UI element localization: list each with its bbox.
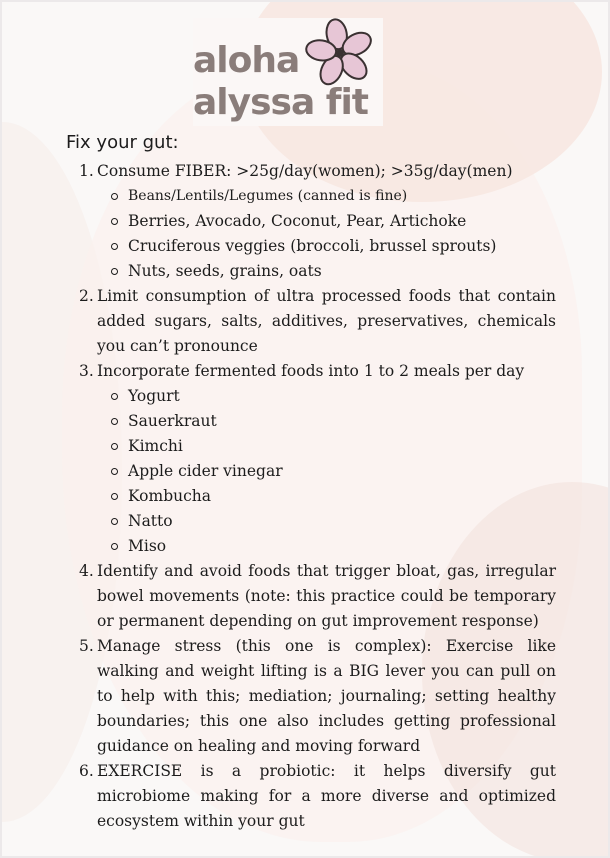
- list-item-text: Identify and avoid foods that trigger bloat, gas, irregular bowel movements (note: this practice could be temporary or permanent depending on gut improvement response): [97, 562, 556, 630]
- circle-bullet-icon: [111, 393, 118, 400]
- sub-list-item-text: Apple cider vinegar: [128, 462, 283, 480]
- list-item-number: 1.: [79, 162, 94, 180]
- sub-list-item: [97, 509, 556, 534]
- sub-list-item: [97, 259, 556, 284]
- list-item-text: Incorporate fermented foods into 1 to 2 meals per day: [97, 362, 525, 380]
- numbered-list: [66, 159, 556, 834]
- list-item: [66, 759, 556, 834]
- sub-list-item: [97, 184, 556, 209]
- sub-list-item-text: Kombucha: [128, 487, 212, 505]
- list-item-text: Limit consumption of ultra processed foods that contain added sugars, salts, additives, preservatives, chemicals you can’t pronounce: [97, 287, 556, 355]
- circle-bullet-icon: [111, 493, 118, 500]
- list-item: [66, 284, 556, 359]
- circle-bullet-icon: [111, 543, 118, 550]
- sub-list-item-text: Nuts, seeds, grains, oats: [128, 262, 322, 280]
- sub-list-item: [97, 209, 556, 234]
- sub-list-item: [97, 384, 556, 409]
- sub-list-item-text: Yogurt: [128, 387, 180, 405]
- sub-list-item: [97, 434, 556, 459]
- sub-list: [97, 184, 556, 284]
- sub-list-item: [97, 459, 556, 484]
- list-item-text: EXERCISE is a probiotic: it helps diversify gut microbiome making for a more diverse and optimized ecosystem within your gut: [97, 762, 556, 830]
- list-item-number: 6.: [79, 762, 94, 780]
- circle-bullet-icon: [111, 443, 118, 450]
- list-item-number: 3.: [79, 362, 94, 380]
- sub-list: [97, 384, 556, 559]
- logo-text-line1: aloha: [193, 40, 300, 81]
- list-item: [66, 634, 556, 759]
- circle-bullet-icon: [111, 268, 118, 275]
- list-item-text: Consume FIBER: >25g/day(women); >35g/day(men): [97, 162, 513, 180]
- sub-list-item-text: Natto: [128, 512, 173, 530]
- circle-bullet-icon: [111, 468, 118, 475]
- list-item: [66, 359, 556, 559]
- logo-text-line2: alyssa fit: [193, 82, 368, 123]
- circle-bullet-icon: [111, 518, 118, 525]
- sub-list-item-text: Beans/Lentils/Legumes (canned is fine): [128, 188, 408, 204]
- sub-list-item-text: Berries, Avocado, Coconut, Pear, Artichoke: [128, 212, 467, 230]
- sub-list-item: [97, 234, 556, 259]
- list-item-number: 2.: [79, 287, 94, 305]
- circle-bullet-icon: [111, 218, 118, 225]
- plumeria-flower-icon: [305, 18, 375, 88]
- sub-list-item: [97, 534, 556, 559]
- sub-list-item-text: Cruciferous veggies (broccoli, brussel sprouts): [128, 237, 497, 255]
- list-item: [66, 559, 556, 634]
- sub-list-item-text: Miso: [128, 537, 167, 555]
- list-item-number: 4.: [79, 562, 94, 580]
- sub-list-item: [97, 484, 556, 509]
- circle-bullet-icon: [111, 193, 118, 200]
- document-page: [2, 2, 608, 856]
- document-body: [66, 130, 556, 834]
- list-item: [66, 159, 556, 284]
- brand-logo: [193, 18, 383, 126]
- circle-bullet-icon: [111, 243, 118, 250]
- circle-bullet-icon: [111, 418, 118, 425]
- sub-list-item-text: Sauerkraut: [128, 412, 217, 430]
- list-item-text: Manage stress (this one is complex): Exercise like walking and weight lifting is a BIG lever you can pull on to help with this; mediation; journaling; setting healthy boundaries; this one also includes getting professional guidance on healing and moving forward: [97, 637, 556, 755]
- sub-list-item: [97, 409, 556, 434]
- page-title: Fix your gut:: [66, 132, 179, 153]
- sub-list-item-text: Kimchi: [128, 437, 183, 455]
- list-item-number: 5.: [79, 637, 94, 655]
